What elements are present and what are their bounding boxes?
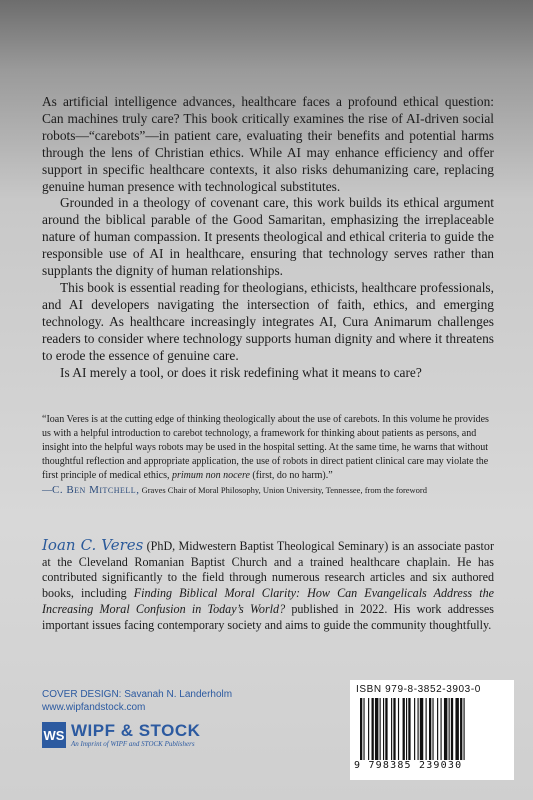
credits (42, 688, 232, 714)
barcode-bars-icon (360, 698, 504, 760)
blurb-paragraph-3: This book is essential reading for theologians, ethicists, healthcare professionals, and AI developers navigating the intersection of faith, ethics, and emerging technology. As healthcare increasingly integrates AI, Cura Animarum challenges readers to consider where technology supports human dignity and where it threatens to erode the essence of genuine care. (42, 279, 494, 363)
endorsement-attribution (42, 483, 494, 498)
publisher-wordmark (71, 722, 200, 748)
attribution-dash: — (42, 485, 52, 496)
endorsement-quote (42, 413, 494, 483)
publisher-name: WIPF & STOCK (71, 721, 201, 740)
blurb-paragraph-4: Is AI merely a tool, or does it risk redefining what it means to care? (60, 364, 422, 380)
quote-text: “Ioan Veres is at the cutting edge of thinking theologically about the use of carebots. In this volume he provides us with a helpful introduction to carebot technology, a framework for thinking about patients as persons, and insight into the helpful ways robots may be used in the hospital setting. At the same time, he warns that without thoughtful reflection and appropriate application, the use of robots in direct patient clinical care may violate the first principle of medical ethics, (42, 414, 489, 481)
publisher-logo (42, 718, 200, 752)
isbn-label: ISBN 979-8-3852-3903-0 (356, 684, 481, 695)
endorser-name: C. Ben Mitchell, (52, 484, 140, 496)
author-signature: Ioan C. Veres (42, 536, 144, 554)
bio-text-2: published in 2022. His work addresses important issues facing contemporary society and aims to guide the community thoughtfully. (42, 601, 494, 632)
publisher-tagline: An Imprint of WIPF and STOCK Publishers (71, 740, 195, 748)
blurb (42, 94, 494, 381)
blurb-paragraph-2: Grounded in a theology of covenant care, this work builds its ethical argument around the biblical parable of the Good Samaritan, emphasizing the irreplaceable nature of human compassion. It presents theological and ethical criteria to guide the responsible use of AI in healthcare, ensuring that technology serves rather than supplants the dignity of human relationships. (42, 195, 494, 279)
publisher-website-link[interactable]: www.wipfandstock.com (42, 702, 146, 713)
endorsement (42, 413, 494, 498)
barcode-number: 9 798385 239030 (354, 760, 463, 771)
isbn-barcode (350, 680, 514, 780)
cover-design-credit: COVER DESIGN: Savanah N. Landerholm (42, 689, 233, 700)
publisher-mark-icon: WS (42, 722, 66, 748)
bio-book-title: Finding Biblical Moral Clarity: How Can Evangelicals Address the Increasing Moral Confusion in Today’s World? (42, 586, 494, 616)
quote-latin-phrase: primum non nocere (171, 470, 250, 481)
blurb-paragraph-1: As artificial intelligence advances, healthcare faces a profound ethical question: Can machines truly care? This book critically examines the rise of AI-driven social robots—“carebots”—in patient care, evaluating their benefits and potential harms through the lens of Christian ethics. While AI may enhance efficiency and offer support in specific healthcare contexts, it also risks dehumanizing care, replacing genuine human presence with technological substitutes. (42, 94, 494, 194)
quote-end-text: (first, do no harm).” (249, 470, 333, 481)
bio-text-1: (PhD, Midwestern Baptist Theological Seminary) is an associate pastor at the Cleveland Romanian Baptist Church and a trained healthcare chaplain. He has contributed significantly to the field through numerous research articles and six authored books, including (42, 539, 494, 601)
endorser-role: Graves Chair of Moral Philosophy, Union University, Tennessee, from the foreword (139, 485, 428, 495)
author-bio (42, 538, 494, 633)
